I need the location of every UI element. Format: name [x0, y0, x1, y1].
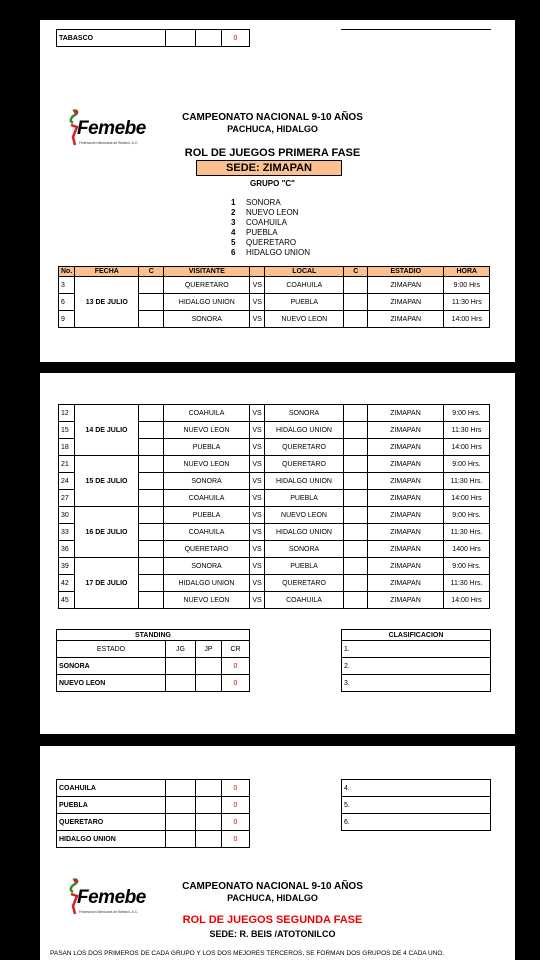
fecha-cell: 16 DE JULIO — [75, 507, 139, 558]
schedule-title: ROL DE JUEGOS PRIMERA FASE — [184, 147, 361, 159]
table-row: 21 15 DE JULIO NUEVO LEON VS QUERETARO ZIMAPAN 9:00 Hrs. — [59, 456, 490, 473]
document-page-2 — [40, 373, 515, 734]
table-row: 6 HIDALGO UNION VS PUEBLA ZIMAPAN 11:30 Hrs — [59, 294, 490, 311]
femebe-logo — [65, 876, 165, 918]
table-row: 36 QUERETARO VS SONORA ZIMAPAN 1400 Hrs — [59, 541, 490, 558]
list-item: 5 QUERETARO — [231, 238, 297, 247]
list-item: 1 SONORA — [231, 198, 281, 207]
list-item: 2 NUEVO LEON — [231, 208, 299, 217]
table-row: 39 17 DE JULIO SONORA VS PUEBLA ZIMAPAN 9:00 Hrs. — [59, 558, 490, 575]
clasificacion-table — [341, 629, 491, 692]
document-page-3 — [40, 746, 515, 960]
fecha-cell: 17 DE JULIO — [75, 558, 139, 609]
document-page-1 — [40, 20, 515, 362]
standing-cr: 0 — [222, 30, 250, 47]
group-label: GRUPO "C" — [250, 179, 295, 188]
championship-title: CAMPEONATO NACIONAL 9-10 AÑOS — [182, 112, 363, 123]
team-list — [231, 198, 310, 258]
table-row — [57, 30, 250, 47]
clasificacion-title: CLASIFICACION — [342, 630, 491, 641]
standing-table-continued — [56, 779, 250, 848]
table-row: 15 NUEVO LEON VS HIDALGO UNION ZIMAPAN 11:30 Hrs — [59, 422, 490, 439]
logo-subtitle: Federación Mexicana de Béisbol, A.C. — [79, 141, 139, 145]
list-item: 6 HIDALGO UNION — [231, 248, 311, 257]
table-row: 12 14 DE JULIO COAHUILA VS SONORA ZIMAPAN 9:00 Hrs. — [59, 405, 490, 422]
standing-table — [56, 629, 250, 692]
femebe-logo — [65, 107, 165, 149]
clasificacion-table-continued — [341, 779, 491, 831]
standing-estado: TABASCO — [57, 30, 166, 47]
table-row: 27 COAHUILA VS PUEBLA ZIMAPAN 14:00 Hrs — [59, 490, 490, 507]
table-row: NUEVO LEON 0 — [57, 675, 250, 692]
table-row: 3. — [342, 675, 491, 692]
fecha-cell: 13 DE JULIO — [75, 277, 139, 328]
standing-table-continued — [56, 29, 250, 47]
schedule-title: ROL DE JUEGOS SEGUNDA FASE — [182, 914, 363, 926]
signature-line — [341, 29, 491, 30]
table-row: COAHUILA 0 — [57, 780, 250, 797]
schedule-table-days — [58, 404, 490, 609]
table-header-row: ESTADO JG JP CR — [57, 641, 250, 658]
venue-city: PACHUCA, HIDALGO — [227, 124, 318, 134]
table-row: 3 13 DE JULIO QUERETARO VS COAHUILA ZIMAPAN 9:00 Hrs — [59, 277, 490, 294]
table-row: 18 PUEBLA VS QUERETARO ZIMAPAN 14:00 Hrs — [59, 439, 490, 456]
advancement-note: PASAN LOS DOS PRIMEROS DE CADA GRUPO Y LOS DOS MEJORES TERCEROS, SE FORMAN DOS GRUPOS DE 4 CADA UNO. — [50, 950, 445, 957]
table-row: SONORA 0 — [57, 658, 250, 675]
schedule-table-day1 — [58, 266, 490, 328]
table-row: HIDALGO UNION 0 — [57, 831, 250, 848]
table-row: PUEBLA 0 — [57, 797, 250, 814]
table-row: 2. — [342, 658, 491, 675]
table-row: 24 SONORA VS HIDALGO UNION ZIMAPAN 11:30 Hrs. — [59, 473, 490, 490]
table-row: 4. — [342, 780, 491, 797]
table-row: 1. — [342, 641, 491, 658]
standing-title: STANDING — [57, 630, 250, 641]
logo-subtitle: Federación Mexicana de Béisbol, A.C. — [79, 910, 139, 914]
list-item: 3 COAHUILA — [231, 218, 287, 227]
table-row: 30 16 DE JULIO PUEBLA VS NUEVO LEON ZIMAPAN 9:00 Hrs. — [59, 507, 490, 524]
sede-box: SEDE: ZIMAPAN — [196, 160, 342, 176]
sede-label: SEDE: R. BEIS /ATOTONILCO — [209, 929, 336, 939]
table-row: QUERETARO 0 — [57, 814, 250, 831]
venue-city: PACHUCA, HIDALGO — [227, 893, 318, 903]
fecha-cell: 14 DE JULIO — [75, 405, 139, 456]
logo-wordmark: Femebe — [77, 887, 146, 908]
table-header-row: No. FECHA C VISITANTE LOCAL C ESTADIO HORA — [59, 267, 490, 277]
table-row: 6. — [342, 814, 491, 831]
table-row: 33 COAHUILA VS HIDALGO UNION ZIMAPAN 11:30 Hrs. — [59, 524, 490, 541]
table-row: 42 HIDALGO UNION VS QUERETARO ZIMAPAN 11:30 Hrs. — [59, 575, 490, 592]
fecha-cell: 15 DE JULIO — [75, 456, 139, 507]
table-row: 9 SONORA VS NUEVO LEON ZIMAPAN 14:00 Hrs — [59, 311, 490, 328]
list-item: 4 PUEBLA — [231, 228, 278, 237]
logo-wordmark: Femebe — [77, 118, 146, 139]
table-row: 5. — [342, 797, 491, 814]
championship-title: CAMPEONATO NACIONAL 9-10 AÑOS — [182, 881, 363, 892]
table-row: 45 NUEVO LEON VS COAHUILA ZIMAPAN 14:00 Hrs — [59, 592, 490, 609]
